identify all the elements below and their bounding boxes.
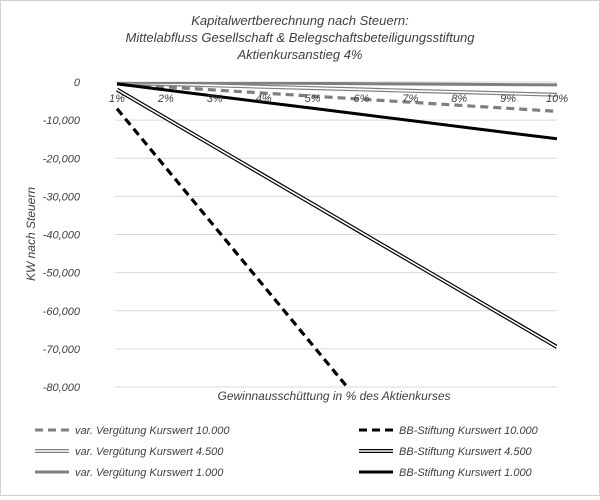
legend-item (35, 425, 230, 437)
x-tick-label: 7% (402, 93, 419, 105)
x-tick-label: 3% (206, 93, 223, 105)
legend (35, 425, 539, 479)
series-line (117, 90, 557, 347)
line-chart (1, 1, 599, 495)
y-tick-label: -50,000 (42, 267, 80, 280)
y-axis-label: KW nach Steuern (24, 186, 38, 282)
legend-item (35, 446, 224, 458)
x-tick-label: 6% (353, 93, 370, 105)
legend-label: var. Vergütung Kurswert 1.000 (75, 467, 224, 479)
legend-label: BB-Stiftung Kurswert 1.000 (399, 467, 532, 479)
y-tick-label: 0 (73, 77, 80, 89)
legend-item (35, 467, 224, 479)
y-tick-label: -20,000 (42, 153, 80, 166)
legend-item (359, 467, 533, 479)
legend-label: BB-Stiftung Kurswert 10.000 (399, 425, 538, 437)
y-tick-label: -10,000 (42, 115, 80, 128)
y-tick-label: -70,000 (42, 343, 80, 356)
x-tick-label: 1% (109, 93, 125, 105)
chart-title (125, 13, 475, 62)
chart-title-line: Aktienkursanstieg 4% (237, 47, 363, 62)
legend-label: BB-Stiftung Kurswert 4.500 (399, 446, 532, 458)
y-tick-label: -80,000 (42, 382, 80, 394)
legend-item (359, 425, 539, 437)
y-tick-labels (43, 77, 81, 394)
x-tick-label: 9% (500, 93, 517, 105)
x-tick-label: 8% (451, 93, 468, 105)
y-tick-label: -40,000 (42, 229, 80, 242)
y-tick-label: -30,000 (42, 191, 80, 204)
legend-label: var. Vergütung Kurswert 4.500 (75, 446, 224, 458)
y-tick-label: -60,000 (42, 305, 80, 318)
chart-title-line: Kapitalwertberechnung nach Steuern: (191, 13, 409, 28)
legend-item (359, 446, 533, 458)
chart-title-line: Mittelabfluss Gesellschaft & Belegschaftsbeteiligungsstiftung (125, 30, 475, 45)
x-axis-label: Gewinnausschüttung in % des Aktienkurses (217, 389, 451, 403)
x-tick-label: 10% (545, 93, 569, 105)
x-tick-label: 4% (255, 93, 272, 105)
series-line (117, 109, 557, 495)
x-tick-label: 2% (157, 93, 174, 105)
x-tick-label: 5% (304, 93, 321, 105)
legend-label: var. Vergütung Kurswert 10.000 (75, 425, 230, 437)
